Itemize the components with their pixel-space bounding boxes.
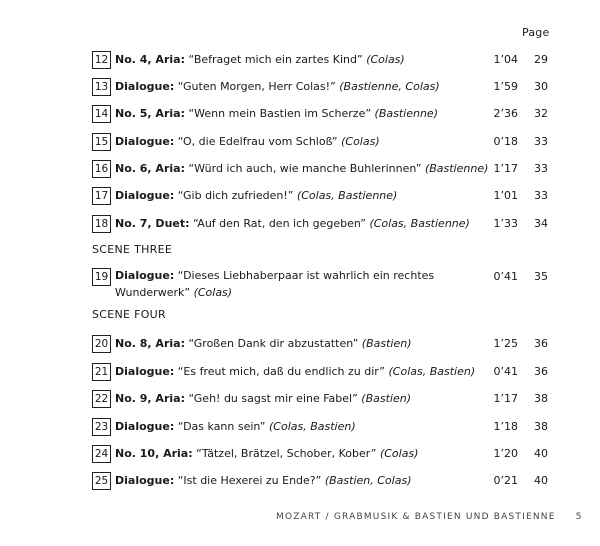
footer-page-number: 5 — [575, 512, 583, 522]
track-description — [115, 362, 490, 381]
track-text: “Gib dich zufrieden!” — [174, 189, 297, 202]
track-label: Dialogue: — [115, 365, 175, 378]
track-page: 32 — [534, 107, 548, 120]
track-row-19 — [92, 267, 562, 305]
track-description — [115, 471, 490, 490]
track-text: “Das kann sein” — [174, 420, 269, 433]
track-row-21 — [92, 362, 562, 384]
track-text: “Großen Dank dir abzustatten” — [184, 337, 362, 350]
track-number: 14 — [92, 105, 111, 123]
track-row-24 — [92, 444, 562, 466]
track-roles: (Colas) — [379, 447, 419, 460]
track-page: 40 — [534, 474, 548, 487]
track-roles: (Colas, Bastien) — [269, 420, 356, 433]
track-duration: 0’41 — [493, 365, 518, 378]
track-label: Dialogue: — [115, 135, 175, 148]
track-label: Dialogue: — [115, 474, 175, 487]
track-number: 16 — [92, 160, 111, 178]
running-footer — [276, 512, 583, 522]
track-label: Dialogue: — [115, 189, 175, 202]
track-duration: 2’36 — [493, 107, 518, 120]
track-row-14 — [92, 104, 562, 126]
track-duration: 1’59 — [493, 80, 518, 93]
track-label: No. 8, Aria: — [115, 337, 185, 350]
track-label: No. 6, Aria: — [115, 162, 185, 175]
track-number: 13 — [92, 78, 111, 96]
track-text: “Dieses Liebhaberpaar ist wahrlich ein rechtes Wunderwerk” — [115, 269, 435, 299]
track-text: “Tätzel, Brätzel, Schober, Kober” — [192, 447, 380, 460]
track-number: 24 — [92, 445, 111, 463]
track-roles: (Bastienne) — [374, 107, 438, 120]
track-description — [115, 186, 490, 205]
track-page: 35 — [534, 270, 548, 283]
track-row-18 — [92, 214, 562, 236]
track-page: 30 — [534, 80, 548, 93]
track-duration: 1’17 — [493, 162, 518, 175]
track-duration: 1’04 — [493, 53, 518, 66]
track-description — [115, 50, 490, 69]
track-duration: 1’17 — [493, 392, 518, 405]
track-duration: 0’21 — [493, 474, 518, 487]
track-page: 36 — [534, 337, 548, 350]
track-row-25 — [92, 471, 562, 493]
track-number: 15 — [92, 133, 111, 151]
track-text: “Auf den Rat, den ich gegeben” — [189, 217, 370, 230]
track-roles: (Bastien) — [361, 392, 412, 405]
track-roles: (Colas) — [366, 53, 405, 66]
track-page: 29 — [534, 53, 548, 66]
track-page: 40 — [534, 447, 548, 460]
track-description — [115, 132, 490, 151]
track-label: Dialogue: — [115, 269, 175, 282]
track-roles: (Bastienne, Colas) — [339, 80, 440, 93]
track-text: “Ist die Hexerei zu Ende?” — [174, 474, 325, 487]
track-description — [115, 104, 490, 123]
track-duration: 0’18 — [493, 135, 518, 148]
track-row-20 — [92, 334, 562, 356]
track-page: 38 — [534, 420, 548, 433]
track-label: No. 5, Aria: — [115, 107, 185, 120]
footer-work-title: GRABMUSIK & BASTIEN UND BASTIENNE — [333, 512, 556, 522]
track-label: No. 10, Aria: — [115, 447, 193, 460]
page-column-header: Page — [522, 26, 550, 39]
track-page: 36 — [534, 365, 548, 378]
track-number: 17 — [92, 187, 111, 205]
track-duration: 1’20 — [493, 447, 518, 460]
track-roles: (Bastien) — [361, 337, 412, 350]
track-row-23 — [92, 417, 562, 439]
track-row-13 — [92, 77, 562, 99]
track-row-16 — [92, 159, 562, 181]
track-duration: 1’25 — [493, 337, 518, 350]
scene-three-heading: SCENE THREE — [92, 243, 173, 256]
track-roles: (Colas, Bastienne) — [369, 217, 470, 230]
track-text: “O, die Edelfrau vom Schloß” — [174, 135, 342, 148]
track-text: “Geh! du sagst mir eine Fabel” — [184, 392, 362, 405]
track-label: No. 9, Aria: — [115, 392, 185, 405]
track-roles: (Colas) — [341, 135, 380, 148]
track-number: 23 — [92, 418, 111, 436]
footer-slash: / — [325, 512, 330, 522]
track-description — [115, 417, 490, 436]
track-description — [115, 334, 490, 353]
track-text: “Guten Morgen, Herr Colas!” — [174, 80, 340, 93]
track-page: 34 — [534, 217, 548, 230]
track-description — [115, 214, 490, 233]
track-page: 33 — [534, 135, 548, 148]
scene-four-heading: SCENE FOUR — [92, 308, 166, 321]
footer-composer: MOZART — [276, 512, 322, 522]
track-page: 33 — [534, 162, 548, 175]
track-duration: 0’41 — [493, 270, 518, 283]
track-description — [115, 77, 490, 96]
track-label: Dialogue: — [115, 420, 175, 433]
track-number: 12 — [92, 51, 111, 69]
track-number: 19 — [92, 268, 111, 286]
track-description — [115, 159, 490, 178]
track-label: No. 4, Aria: — [115, 53, 185, 66]
track-roles: (Colas, Bastien) — [388, 365, 476, 378]
track-description — [115, 267, 485, 301]
track-duration: 1’33 — [493, 217, 518, 230]
track-row-15 — [92, 132, 562, 154]
track-duration: 1’18 — [493, 420, 518, 433]
track-description — [115, 444, 490, 463]
track-number: 25 — [92, 472, 111, 490]
track-text: “Würd ich auch, wie manche Buhlerinnen” — [184, 162, 425, 175]
track-number: 18 — [92, 215, 111, 233]
track-label: No. 7, Duet: — [115, 217, 190, 230]
track-text: “Wenn mein Bastien im Scherze” — [184, 107, 375, 120]
track-roles: (Bastienne) — [424, 162, 489, 175]
track-label: Dialogue: — [115, 80, 175, 93]
track-roles: (Colas) — [193, 286, 233, 299]
track-text: “Es freut mich, daß du endlich zu dir” — [174, 365, 389, 378]
track-roles: (Bastien, Colas) — [324, 474, 412, 487]
track-number: 21 — [92, 363, 111, 381]
track-number: 20 — [92, 335, 111, 353]
track-page: 38 — [534, 392, 548, 405]
track-number: 22 — [92, 390, 111, 408]
track-row-12 — [92, 50, 562, 72]
track-page: 33 — [534, 189, 548, 202]
track-text: “Befraget mich ein zartes Kind” — [184, 53, 367, 66]
track-roles: (Colas, Bastienne) — [296, 189, 398, 202]
track-row-22 — [92, 389, 562, 411]
track-row-17 — [92, 186, 562, 208]
track-duration: 1’01 — [493, 189, 518, 202]
track-description — [115, 389, 490, 408]
